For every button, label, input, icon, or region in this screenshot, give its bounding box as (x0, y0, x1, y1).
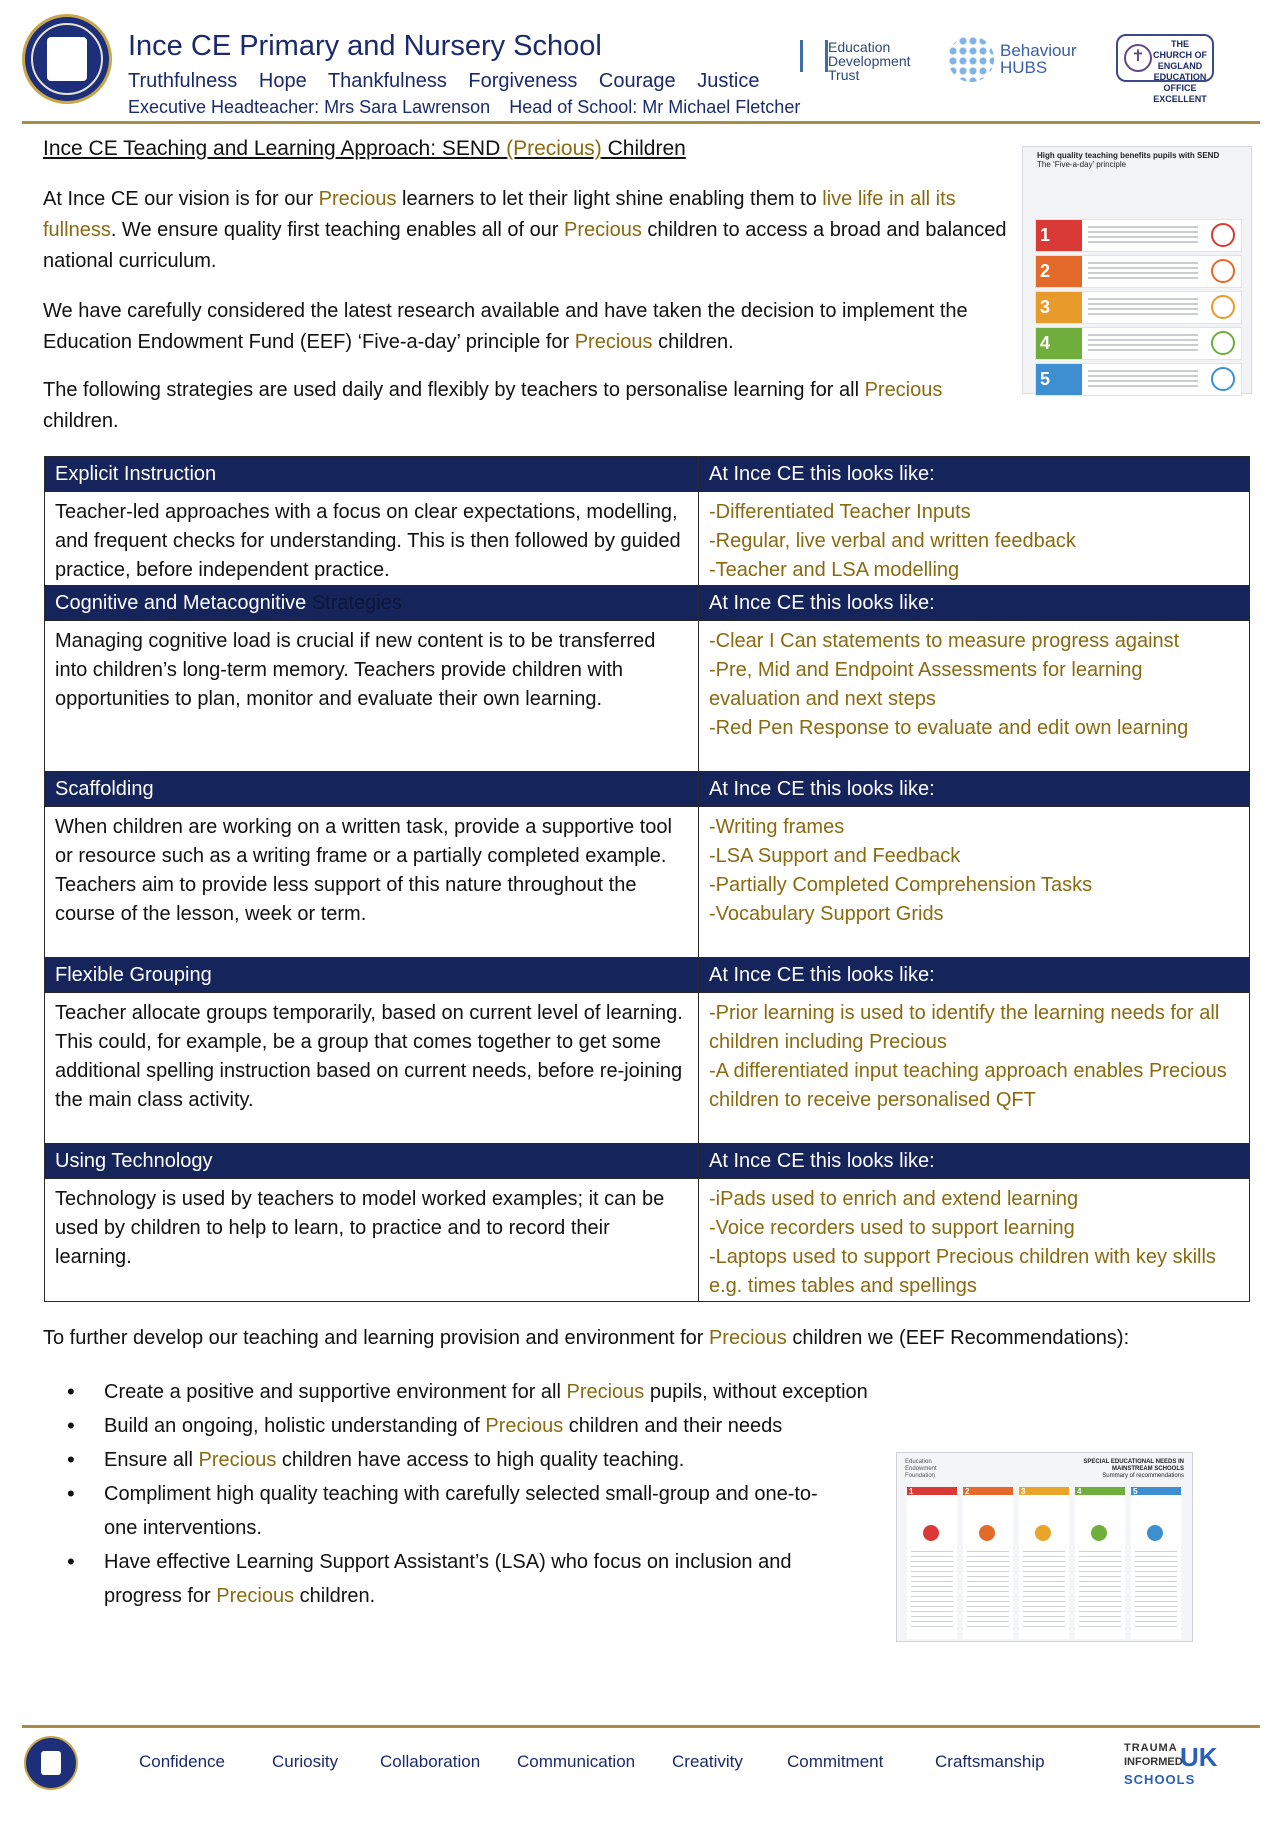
strategy-heading: Explicit Instruction (45, 457, 699, 492)
thumb-item: 3 (1035, 291, 1242, 324)
strategies-intro-paragraph: The following strategies are used daily and flexibly by teachers to personalise learning for all Precious children. (43, 379, 943, 432)
table-row (45, 993, 1250, 1144)
list-item: • Create a positive and supportive environment for all Precious pupils, without exception (43, 1375, 873, 1409)
list-item: • Build an ongoing, holistic understanding of Precious children and their needs (43, 1409, 873, 1443)
church-of-england-logo: ✝ THE CHURCH OF ENGLAND EDUCATION OFFICE EXCELLENT (1116, 34, 1214, 82)
looks-like-heading: At Ince CE this looks like: (699, 1144, 1250, 1179)
thumb-column: 5 (1131, 1487, 1181, 1639)
strategy-description: Technology is used by teachers to model worked examples; it can be used by children to help to learn, to practice and to record their learning. (45, 1179, 699, 1302)
value-item: Truthfulness (128, 70, 238, 92)
head-of-school: Head of School: Mr Michael Fletcher (509, 97, 801, 117)
school-crest-logo (22, 14, 112, 104)
footer-school-crest-logo (24, 1736, 78, 1790)
looks-like-heading: At Ince CE this looks like: (699, 586, 1250, 621)
five-a-day-thumbnail: High quality teaching benefits pupils with SEND The ‘Five-a-day’ principle 1 2 3 4 5 (1022, 146, 1252, 394)
intro-paragraph: At Ince CE our vision is for our Precious learners to let their light shine enabling them to live life in all its fullness. We ensure quality first teaching enables all of our Precious children to access a broad and balanced national curriculum. (43, 188, 1007, 272)
looks-like-list: -iPads used to enrich and extend learning -Voice recorders used to support learning -Laptops used to support Precious children with key skills e.g. times tables and spellings (699, 1179, 1250, 1302)
footer-value: Collaboration (380, 1752, 481, 1771)
value-item: Thankfulness (327, 70, 447, 92)
list-item: • Compliment high quality teaching with carefully selected small-group and one-to-one interventions. (43, 1477, 844, 1545)
thumb-column: 2 (963, 1487, 1013, 1639)
thumb-item: 1 (1035, 219, 1242, 252)
headteacher: Executive Headteacher: Mrs Sara Lawrenson (128, 97, 491, 117)
list-item: • Ensure all Precious children have access to high quality teaching. (43, 1443, 873, 1477)
cross-icon: ✝ (1124, 44, 1152, 72)
thumb-item: 4 (1035, 327, 1242, 360)
value-item: Hope (258, 70, 307, 92)
value-item: Justice (697, 70, 760, 92)
footer-value: Commitment (787, 1752, 884, 1771)
table-row (45, 1179, 1250, 1302)
strategy-description: Teacher allocate groups temporarily, based on current level of learning. This could, for example, be a group that comes together to get some additional spelling instruction based on current needs, before re-joining the main class activity. (45, 993, 699, 1144)
footer-value: Confidence (139, 1752, 226, 1771)
send-recommendations-thumbnail: Education Endowment Foundation SPECIAL EDUCATIONAL NEEDS IN MAINSTREAM SCHOOLS Summary of recommendations 1 2 3 4 5 (896, 1452, 1193, 1642)
trauma-informed-schools-logo: TRAUMA INFORMED UK SCHOOLS (1124, 1742, 1218, 1787)
header-divider (22, 121, 1260, 124)
recommendations-list (43, 1375, 873, 1613)
footer-value: Craftsmanship (935, 1752, 1045, 1771)
table-header-row (45, 457, 1250, 492)
strategy-heading: Cognitive and Metacognitive Strategies (45, 586, 699, 621)
looks-like-heading: At Ince CE this looks like: (699, 457, 1250, 492)
looks-like-list: -Differentiated Teacher Inputs -Regular, live verbal and written feedback -Teacher and LSA modelling (699, 492, 1250, 586)
strategies-table (44, 456, 1250, 1302)
table-header-row (45, 772, 1250, 807)
footer-value: Creativity (672, 1752, 743, 1771)
strategy-heading: Flexible Grouping (45, 958, 699, 993)
staff-line (128, 97, 814, 118)
recommendations-heading: To further develop our teaching and learning provision and environment for Precious children we (EEF Recommendations): (43, 1327, 1130, 1349)
table-header-row (45, 958, 1250, 993)
table-row (45, 492, 1250, 586)
thumb-column: 1 (907, 1487, 957, 1639)
table-header-row (45, 1144, 1250, 1179)
strategy-heading: Scaffolding (45, 772, 699, 807)
footer-divider (22, 1725, 1260, 1728)
table-row (45, 807, 1250, 958)
page-header: Ince CE Primary and Nursery School Truthfulness Hope Thankfulness Forgiveness Courage Justice Executive Headteacher: Mrs Sara Lawrenson Head of School: Mr Michael Fletcher Education Development Trust Behaviour HUBS ✝ THE CHURCH OF ENGLAND EDUCATION OFFICE EXCELLENT (0, 0, 1282, 124)
strategy-description: When children are working on a written task, provide a supportive tool or resource such as a writing frame or a partially completed example. Teachers aim to provide less support of this nature throughout the course of the lesson, week or term. (45, 807, 699, 958)
strategy-description: Managing cognitive load is crucial if new content is to be transferred into children’s long-term memory. Teachers provide children with opportunities to plan, monitor and evaluate their own learning. (45, 621, 699, 772)
table-row (45, 621, 1250, 772)
looks-like-heading: At Ince CE this looks like: (699, 958, 1250, 993)
footer-value: Curiosity (272, 1752, 339, 1771)
looks-like-list: -Clear I Can statements to measure progress against -Pre, Mid and Endpoint Assessments for learning evaluation and next steps -Red Pen Response to evaluate and edit own learning (699, 621, 1250, 772)
looks-like-list: -Writing frames -LSA Support and Feedback -Partially Completed Comprehension Tasks -Vocabulary Support Grids (699, 807, 1250, 958)
table-header-row (45, 586, 1250, 621)
looks-like-list: -Prior learning is used to identify the learning needs for all children including Precious -A differentiated input teaching approach enables Precious children to receive personalised QFT (699, 993, 1250, 1144)
looks-like-heading: At Ince CE this looks like: (699, 772, 1250, 807)
page-title: Ince CE Teaching and Learning Approach: SEND (Precious) Children (43, 137, 686, 160)
strategy-heading: Using Technology (45, 1144, 699, 1179)
school-name: Ince CE Primary and Nursery School (128, 30, 602, 62)
footer-value: Communication (517, 1752, 636, 1771)
school-values (128, 70, 773, 93)
thumb-column: 4 (1075, 1487, 1125, 1639)
thumb-column: 3 (1019, 1487, 1069, 1639)
thumb-item: 5 (1035, 363, 1242, 396)
value-item: Forgiveness (468, 70, 578, 92)
value-item: Courage (598, 70, 676, 92)
thumb-item: 2 (1035, 255, 1242, 288)
research-paragraph: We have carefully considered the latest research available and have taken the decision to implement the Education Endowment Fund (EEF) ‘Five-a-day’ principle for Precious children. (43, 300, 968, 353)
strategy-description: Teacher-led approaches with a focus on clear expectations, modelling, and frequent checks for understanding. This is then followed by guided practice, before independent practice. (45, 492, 699, 586)
list-item: • Have effective Learning Support Assistant’s (LSA) who focus on inclusion and progress for Precious children. (43, 1545, 844, 1613)
